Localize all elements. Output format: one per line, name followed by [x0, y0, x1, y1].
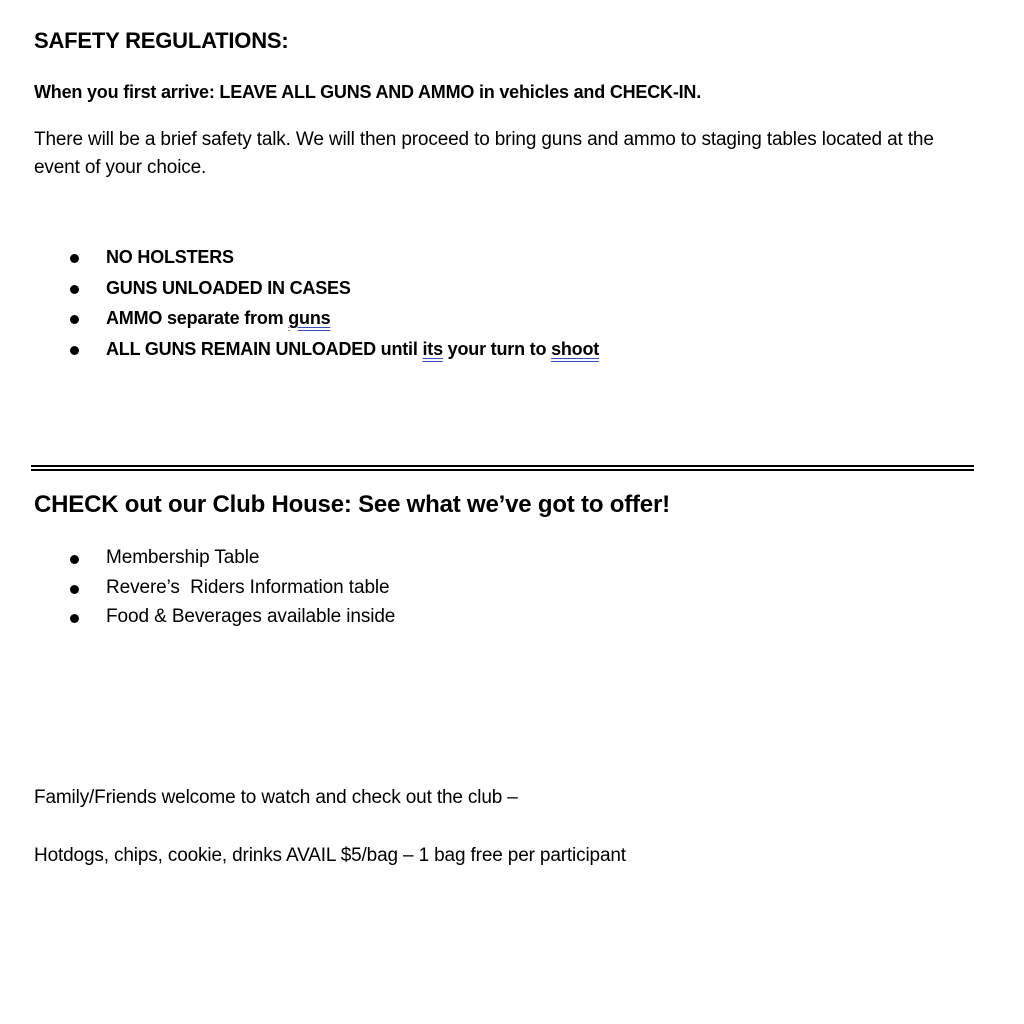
bullet-icon	[70, 346, 79, 355]
rule-remain-unloaded	[106, 339, 599, 360]
rule-no-holsters: NO HOLSTERS	[106, 247, 234, 267]
spellcheck-word-shoot: shoot	[551, 339, 600, 359]
rule-unloaded-middle: your turn to	[442, 339, 552, 359]
bullet-icon	[70, 315, 79, 324]
bullet-icon	[70, 585, 79, 594]
club-item-food: Food & Beverages available inside	[106, 606, 396, 627]
bullet-icon	[70, 254, 79, 263]
section-divider	[31, 465, 974, 471]
arrival-instruction: When you first arrive: LEAVE ALL GUNS AND AMMO in vehicles and CHECK-IN.	[34, 82, 702, 102]
bullet-icon	[70, 285, 79, 294]
rule-ammo-prefix: AMMO separate from	[106, 308, 289, 328]
rule-ammo-separate	[106, 308, 330, 329]
family-welcome-line: Family/Friends welcome to watch and check out the club –	[34, 787, 518, 808]
safety-heading: SAFETY REGULATIONS:	[34, 28, 289, 53]
rule-unloaded-prefix: ALL GUNS REMAIN UNLOADED until	[106, 339, 423, 359]
rule-guns-unloaded: GUNS UNLOADED IN CASES	[106, 278, 351, 298]
food-pricing-line: Hotdogs, chips, cookie, drinks AVAIL $5/bag – 1 bag free per participant	[34, 845, 626, 866]
spellcheck-word-its: its	[422, 339, 443, 359]
club-item-membership: Membership Table	[106, 547, 260, 568]
club-house-heading: CHECK out our Club House: See what we’ve got to offer!	[34, 491, 670, 518]
spellcheck-word-guns: guns	[288, 308, 331, 328]
club-item-riders: Revere’s Riders Information table	[106, 577, 390, 598]
bullet-icon	[70, 614, 79, 623]
safety-talk-paragraph: There will be a brief safety talk. We will then proceed to bring guns and ammo to staging tables located at the event of your choice.	[34, 129, 934, 178]
bullet-icon	[70, 555, 79, 564]
